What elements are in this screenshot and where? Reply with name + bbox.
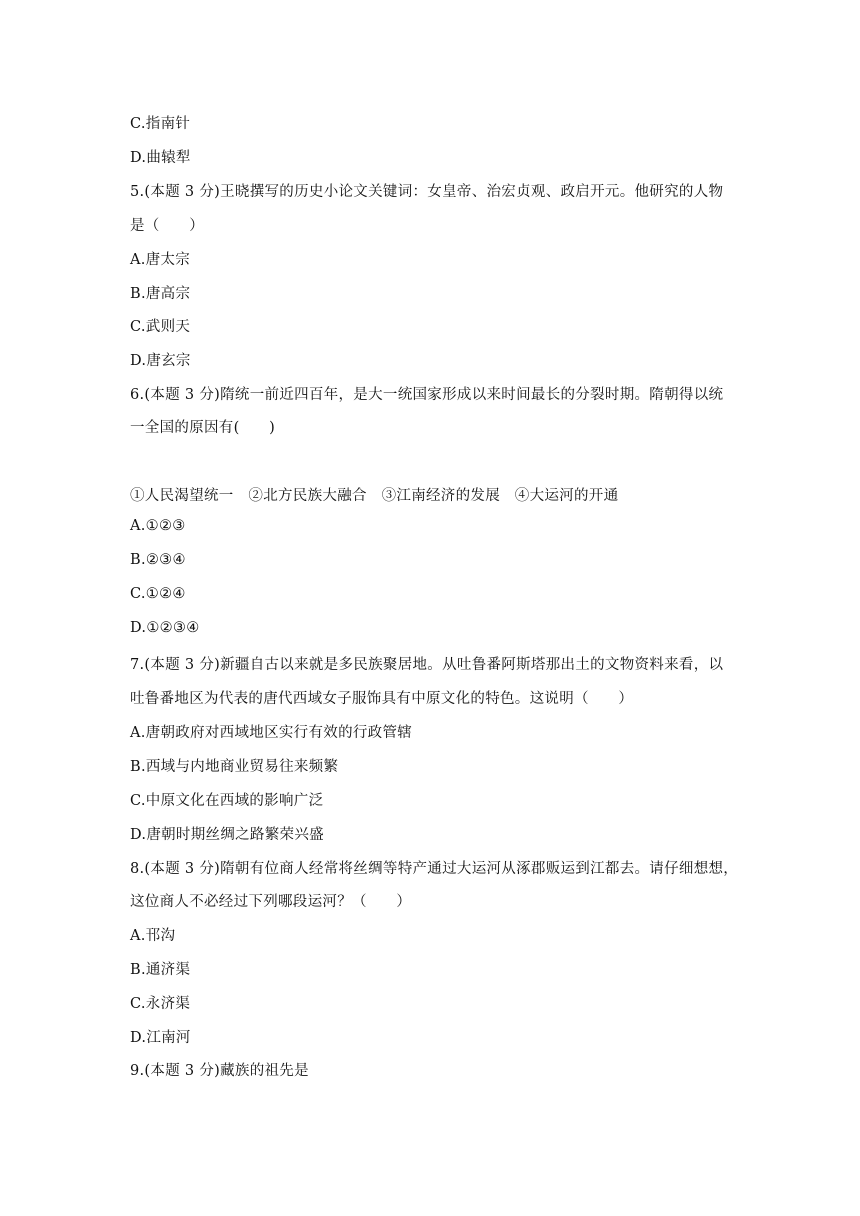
q8-stem-line1: 8.(本题 3 分)隋朝有位商人经常将丝绸等特产通过大运河从涿郡贩运到江都去。请仔细想想， <box>130 861 739 877</box>
q6-statements: ①人民渴望统一 ②北方民族大融合 ③江南经济的发展 ④大运河的开通 <box>130 488 619 504</box>
q5-stem-line2: 是（ ） <box>130 218 204 234</box>
q8-stem-line2: 这位商人不必经过下列哪段运河？（ ） <box>130 894 412 910</box>
q7-stem-line2: 吐鲁番地区为代表的唐代西域女子服饰具有中原文化的特色。这说明（ ） <box>130 691 634 707</box>
q8-option-a: A.邗沟 <box>130 928 176 944</box>
q5-option-a: A.唐太宗 <box>130 252 191 268</box>
q5-option-b: B.唐高宗 <box>130 286 191 302</box>
q5-option-c: C.武则天 <box>130 319 191 335</box>
q8-option-d: D.江南河 <box>130 1030 191 1046</box>
q8-option-b: B.通济渠 <box>130 962 191 978</box>
q4-option-c: C.指南针 <box>130 116 191 132</box>
q5-stem-line1: 5.(本题 3 分)王晓撰写的历史小论文关键词：女皇帝、治宏贞观、政启开元。他研究的人物 <box>130 184 724 200</box>
q4-option-d: D.曲辕犁 <box>130 150 191 166</box>
q8-option-c: C.永济渠 <box>130 996 191 1012</box>
q6-option-c: C.①②④ <box>130 586 186 602</box>
q7-option-d: D.唐朝时期丝绸之路繁荣兴盛 <box>130 827 324 843</box>
q7-option-a: A.唐朝政府对西域地区实行有效的行政管辖 <box>130 725 413 741</box>
q6-option-d: D.①②③④ <box>130 620 200 636</box>
q5-option-d: D.唐玄宗 <box>130 353 191 369</box>
q7-stem-line1: 7.(本题 3 分)新疆自古以来就是多民族聚居地。从吐鲁番阿斯塔那出土的文物资料来看，以 <box>130 657 724 673</box>
q6-stem-line2: 一全国的原因有( ) <box>130 420 276 436</box>
q7-option-b: B.西域与内地商业贸易往来频繁 <box>130 759 339 775</box>
q6-stem-line1: 6.(本题 3 分)隋统一前近四百年，是大一统国家形成以来时间最长的分裂时期。隋朝得以统 <box>130 387 724 403</box>
q6-option-b: B.②③④ <box>130 552 186 568</box>
q6-option-a: A.①②③ <box>130 518 186 534</box>
q7-option-c: C.中原文化在西域的影响广泛 <box>130 793 324 809</box>
q9-stem: 9.(本题 3 分)藏族的祖先是 <box>130 1063 309 1079</box>
